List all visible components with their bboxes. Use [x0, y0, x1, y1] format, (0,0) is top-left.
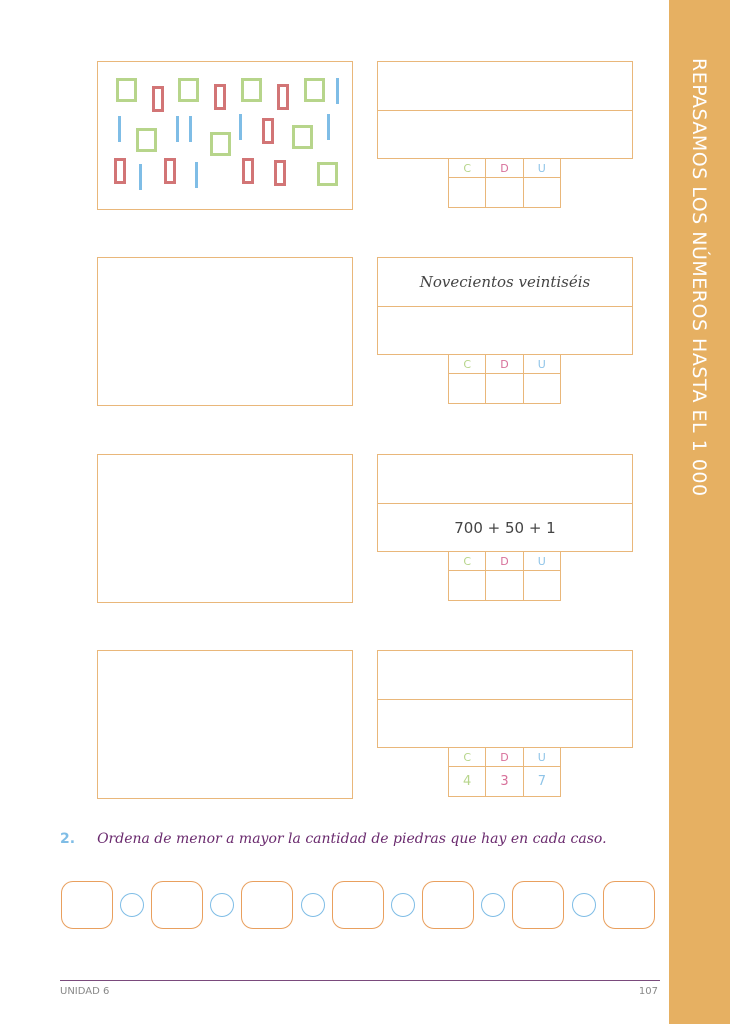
- footer-divider: [60, 980, 660, 981]
- drawing-box[interactable]: [97, 650, 353, 799]
- ten-rectangle: [262, 118, 274, 144]
- answer-box[interactable]: [512, 881, 564, 929]
- sidebar-title-text: REPASAMOS LOS NÚMEROS HASTA EL 1 000: [688, 58, 710, 497]
- hundred-square: [304, 78, 325, 102]
- hundred-square: [116, 78, 137, 102]
- number-write-box[interactable]: [377, 257, 633, 355]
- number-words: Novecientos veintiséis: [419, 273, 591, 291]
- ten-rectangle: [164, 158, 176, 184]
- unit-stick: [118, 116, 121, 142]
- answer-box[interactable]: [603, 881, 655, 929]
- unit-stick: [139, 164, 142, 190]
- number-expansion: [378, 111, 632, 159]
- units-cell[interactable]: [523, 178, 560, 208]
- comparison-circle[interactable]: [481, 893, 505, 917]
- tens-header: D: [486, 552, 523, 571]
- tens-cell[interactable]: 3: [486, 767, 523, 797]
- tens-header: D: [486, 748, 523, 767]
- hundred-square: [241, 78, 262, 102]
- hundreds-header: C: [449, 748, 486, 767]
- blocks-picture-box: [97, 61, 353, 210]
- sidebar-title: [669, 0, 730, 1024]
- hundreds-cell[interactable]: 4: [449, 767, 486, 797]
- answer-box[interactable]: [241, 881, 293, 929]
- ten-rectangle: [274, 160, 286, 186]
- units-header: U: [523, 159, 560, 178]
- number-expansion: [378, 700, 632, 748]
- hundreds-header: C: [449, 552, 486, 571]
- hundred-square: [178, 78, 199, 102]
- unit-stick: [176, 116, 179, 142]
- place-value-table: [448, 747, 561, 797]
- answer-box[interactable]: [332, 881, 384, 929]
- tens-cell[interactable]: [486, 374, 523, 404]
- unit-stick: [336, 78, 339, 104]
- ten-rectangle: [214, 84, 226, 110]
- hundred-square: [136, 128, 157, 152]
- hundreds-cell[interactable]: [449, 178, 486, 208]
- hundreds-header: C: [449, 355, 486, 374]
- unit-stick: [189, 116, 192, 142]
- unit-stick: [239, 114, 242, 140]
- place-value-table: [448, 354, 561, 404]
- place-value-table: [448, 551, 561, 601]
- drawing-box[interactable]: [97, 257, 353, 406]
- number-expansion: [378, 307, 632, 355]
- number-words: [378, 62, 632, 110]
- exercise-2-instruction: [60, 831, 660, 847]
- number-words: [378, 651, 632, 699]
- answer-box[interactable]: [422, 881, 474, 929]
- tens-header: D: [486, 355, 523, 374]
- comparison-circle[interactable]: [120, 893, 144, 917]
- page-number: 107: [638, 986, 658, 997]
- instruction-text: Ordena de menor a mayor la cantidad de piedras que hay en cada caso.: [97, 831, 607, 847]
- comparison-circle[interactable]: [572, 893, 596, 917]
- answer-box[interactable]: [61, 881, 113, 929]
- comparison-circle[interactable]: [210, 893, 234, 917]
- hundreds-header: C: [449, 159, 486, 178]
- sidebar: [669, 0, 730, 1024]
- units-cell[interactable]: [523, 374, 560, 404]
- number-write-box[interactable]: [377, 454, 633, 552]
- exercise-number: 2.: [60, 831, 76, 847]
- number-write-box[interactable]: [377, 61, 633, 159]
- drawing-box[interactable]: [97, 454, 353, 603]
- number-write-box[interactable]: [377, 650, 633, 748]
- hundreds-cell[interactable]: [449, 374, 486, 404]
- units-header: U: [523, 552, 560, 571]
- answer-box[interactable]: [151, 881, 203, 929]
- tens-cell[interactable]: [486, 571, 523, 601]
- tens-cell[interactable]: [486, 178, 523, 208]
- hundreds-cell[interactable]: [449, 571, 486, 601]
- hundred-square: [317, 162, 338, 186]
- tens-header: D: [486, 159, 523, 178]
- ten-rectangle: [114, 158, 126, 184]
- footer-unit: UNIDAD 6: [60, 986, 110, 997]
- units-header: U: [523, 355, 560, 374]
- number-words: [378, 455, 632, 503]
- ten-rectangle: [242, 158, 254, 184]
- comparison-circle[interactable]: [391, 893, 415, 917]
- units-cell[interactable]: [523, 571, 560, 601]
- units-header: U: [523, 748, 560, 767]
- hundred-square: [292, 125, 313, 149]
- unit-stick: [195, 162, 198, 188]
- ten-rectangle: [152, 86, 164, 112]
- ten-rectangle: [277, 84, 289, 110]
- units-cell[interactable]: 7: [523, 767, 560, 797]
- place-value-table: [448, 158, 561, 208]
- unit-stick: [327, 114, 330, 140]
- number-expansion: 700 + 50 + 1: [454, 519, 556, 537]
- comparison-circle[interactable]: [301, 893, 325, 917]
- hundred-square: [210, 132, 231, 156]
